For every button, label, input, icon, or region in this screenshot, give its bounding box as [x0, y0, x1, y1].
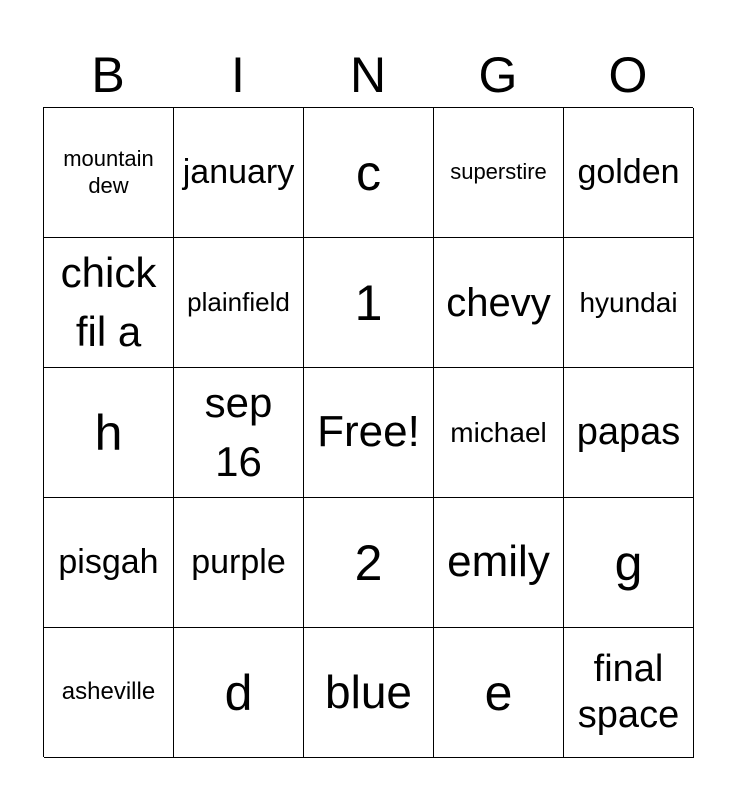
bingo-cell[interactable] [174, 498, 304, 628]
bingo-cell[interactable] [564, 368, 694, 498]
cell-text: sep 16 [204, 378, 273, 485]
bingo-cell[interactable] [44, 368, 174, 498]
bingo-cell[interactable] [44, 238, 174, 368]
cell-text: asheville [61, 678, 156, 706]
free-space-cell[interactable] [304, 368, 434, 498]
cell-text: 2 [354, 534, 383, 591]
bingo-header [43, 44, 693, 106]
bingo-cell[interactable] [564, 628, 694, 758]
bingo-cell[interactable] [564, 238, 694, 368]
cell-text: chevy [446, 280, 551, 325]
cell-text: 1 [354, 274, 383, 331]
cell-text: emily [447, 537, 550, 587]
bingo-cell[interactable] [44, 498, 174, 628]
cell-text: papas [576, 410, 681, 453]
cell-text: blue [325, 665, 412, 718]
bingo-cell[interactable] [44, 628, 174, 758]
bingo-cell[interactable] [304, 108, 434, 238]
bingo-cell[interactable] [434, 368, 564, 498]
bingo-cell[interactable] [564, 108, 694, 238]
bingo-cell[interactable] [174, 628, 304, 758]
header-letter-g: G [478, 47, 518, 103]
bingo-cell[interactable] [304, 498, 434, 628]
cell-text: h [94, 404, 123, 461]
header-letter-n: N [349, 47, 387, 103]
bingo-cell[interactable] [434, 628, 564, 758]
cell-text: pisgah [58, 543, 159, 582]
bingo-cell[interactable] [174, 368, 304, 498]
cell-text: golden [577, 153, 680, 192]
cell-text: chick fil a [60, 248, 157, 355]
bingo-cell[interactable] [434, 238, 564, 368]
header-letter-i: I [231, 47, 245, 103]
free-space-label: Free! [317, 407, 420, 457]
bingo-cell[interactable] [564, 498, 694, 628]
cell-text: hyundai [579, 286, 678, 318]
cell-text: purple [191, 543, 286, 582]
bingo-cell[interactable] [434, 498, 564, 628]
bingo-board [43, 107, 693, 757]
bingo-cell[interactable] [174, 108, 304, 238]
header-letter-b: B [91, 47, 125, 103]
cell-text: d [224, 664, 253, 721]
bingo-cell[interactable] [44, 108, 174, 238]
cell-text: c [356, 144, 381, 201]
cell-text: michael [450, 416, 547, 448]
bingo-cell[interactable] [304, 238, 434, 368]
cell-text: january [182, 153, 295, 192]
cell-text: e [484, 664, 513, 721]
cell-text: g [614, 534, 643, 591]
header-letter-o: O [608, 47, 648, 103]
cell-text: mountain dew [63, 146, 154, 198]
cell-text: plainfield [187, 286, 290, 317]
cell-text: final space [577, 647, 680, 736]
cell-text: superstire [450, 159, 547, 185]
bingo-cell[interactable] [434, 108, 564, 238]
bingo-cell[interactable] [304, 628, 434, 758]
bingo-cell[interactable] [174, 238, 304, 368]
